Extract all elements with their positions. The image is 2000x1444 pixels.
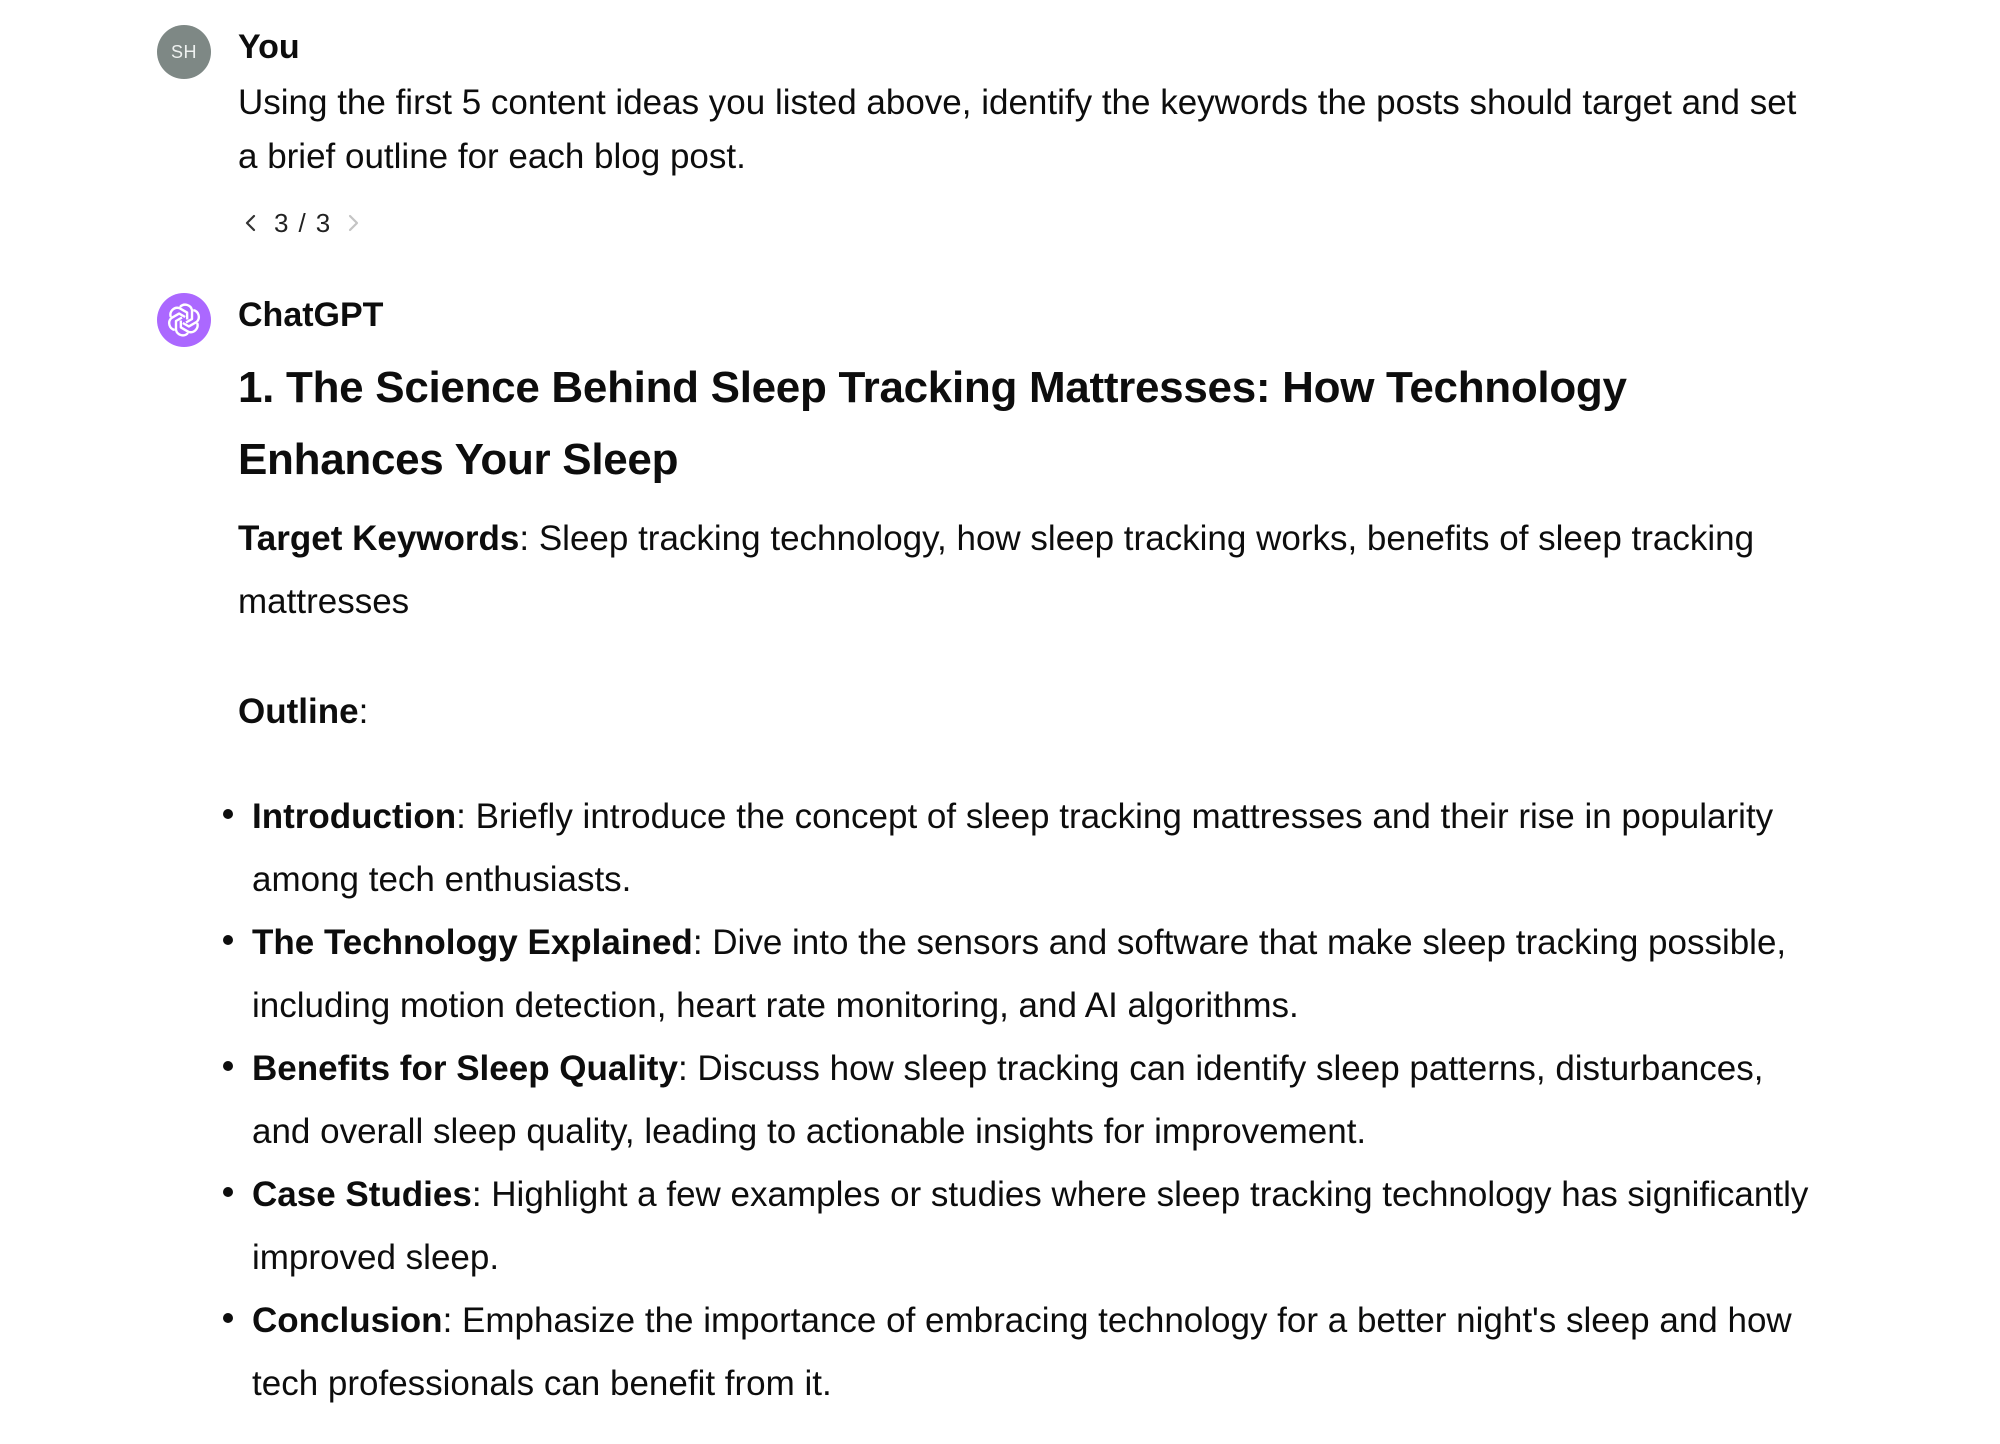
outline-item-text: : Emphasize the importance of embracing technology for a better night's sleep and how tech professionals can benefit from it. xyxy=(252,1301,1792,1403)
chevron-right-icon xyxy=(345,213,361,233)
user-avatar-initials: SH xyxy=(170,41,197,62)
response-pager xyxy=(238,203,366,243)
user-author-name: You xyxy=(238,28,300,66)
target-keywords xyxy=(238,507,1798,633)
blog-post-heading: 1. The Science Behind Sleep Tracking Mattresses: How Technology Enhances Your Sleep xyxy=(238,363,1627,484)
bullet-icon xyxy=(223,1313,233,1323)
outline-item-conclusion xyxy=(252,1289,1812,1415)
target-keywords-label: Target Keywords xyxy=(238,519,520,558)
outline-item-introduction xyxy=(252,785,1812,911)
pager-total: 3 xyxy=(315,207,331,238)
outline-item-case-studies xyxy=(252,1163,1812,1289)
outline-colon: : xyxy=(358,692,369,731)
assistant-author-name: ChatGPT xyxy=(238,296,384,334)
target-keywords-text: : Sleep tracking technology, how sleep tracking works, benefits of sleep tracking mattresses xyxy=(238,519,1755,621)
outline-item-text: : Discuss how sleep tracking can identify sleep patterns, disturbances, and overall sleep quality, leading to actionable insights for improvement. xyxy=(252,1049,1764,1151)
outline-item-title: The Technology Explained xyxy=(252,923,693,962)
outline-item-text: : Highlight a few examples or studies where sleep tracking technology has significantly improved sleep. xyxy=(252,1175,1809,1277)
bullet-icon xyxy=(223,1187,233,1197)
outline-item-text: : Briefly introduce the concept of sleep tracking mattresses and their rise in popularity among tech enthusiasts. xyxy=(252,797,1774,899)
pager-separator: / xyxy=(298,207,306,238)
outline-list xyxy=(252,785,1812,1415)
openai-logo-icon xyxy=(164,300,204,340)
outline-heading xyxy=(238,680,1798,743)
bullet-icon xyxy=(223,1061,233,1071)
pager-next-button[interactable] xyxy=(340,210,366,236)
outline-item-benefits xyxy=(252,1037,1812,1163)
pager-prev-button[interactable] xyxy=(238,210,264,236)
bullet-icon xyxy=(223,809,233,819)
user-message-text: Using the first 5 content ideas you listed above, identify the keywords the posts should target and set a brief outline for each blog post. xyxy=(238,83,1797,176)
outline-item-title: Conclusion xyxy=(252,1301,443,1340)
chevron-left-icon xyxy=(243,213,259,233)
pager-current: 3 xyxy=(274,207,289,238)
outline-item-title: Benefits for Sleep Quality xyxy=(252,1049,678,1088)
chatgpt-avatar xyxy=(157,293,211,347)
outline-label: Outline xyxy=(238,692,359,731)
outline-item-title: Case Studies xyxy=(252,1175,472,1214)
outline-item-title: Introduction xyxy=(252,797,457,836)
user-avatar[interactable] xyxy=(157,25,211,79)
bullet-icon xyxy=(223,935,233,945)
outline-item-technology-explained xyxy=(252,911,1812,1037)
outline-item-text: : Dive into the sensors and software that make sleep tracking possible, including motion detection, heart rate monitoring, and AI algorithms. xyxy=(252,923,1787,1025)
